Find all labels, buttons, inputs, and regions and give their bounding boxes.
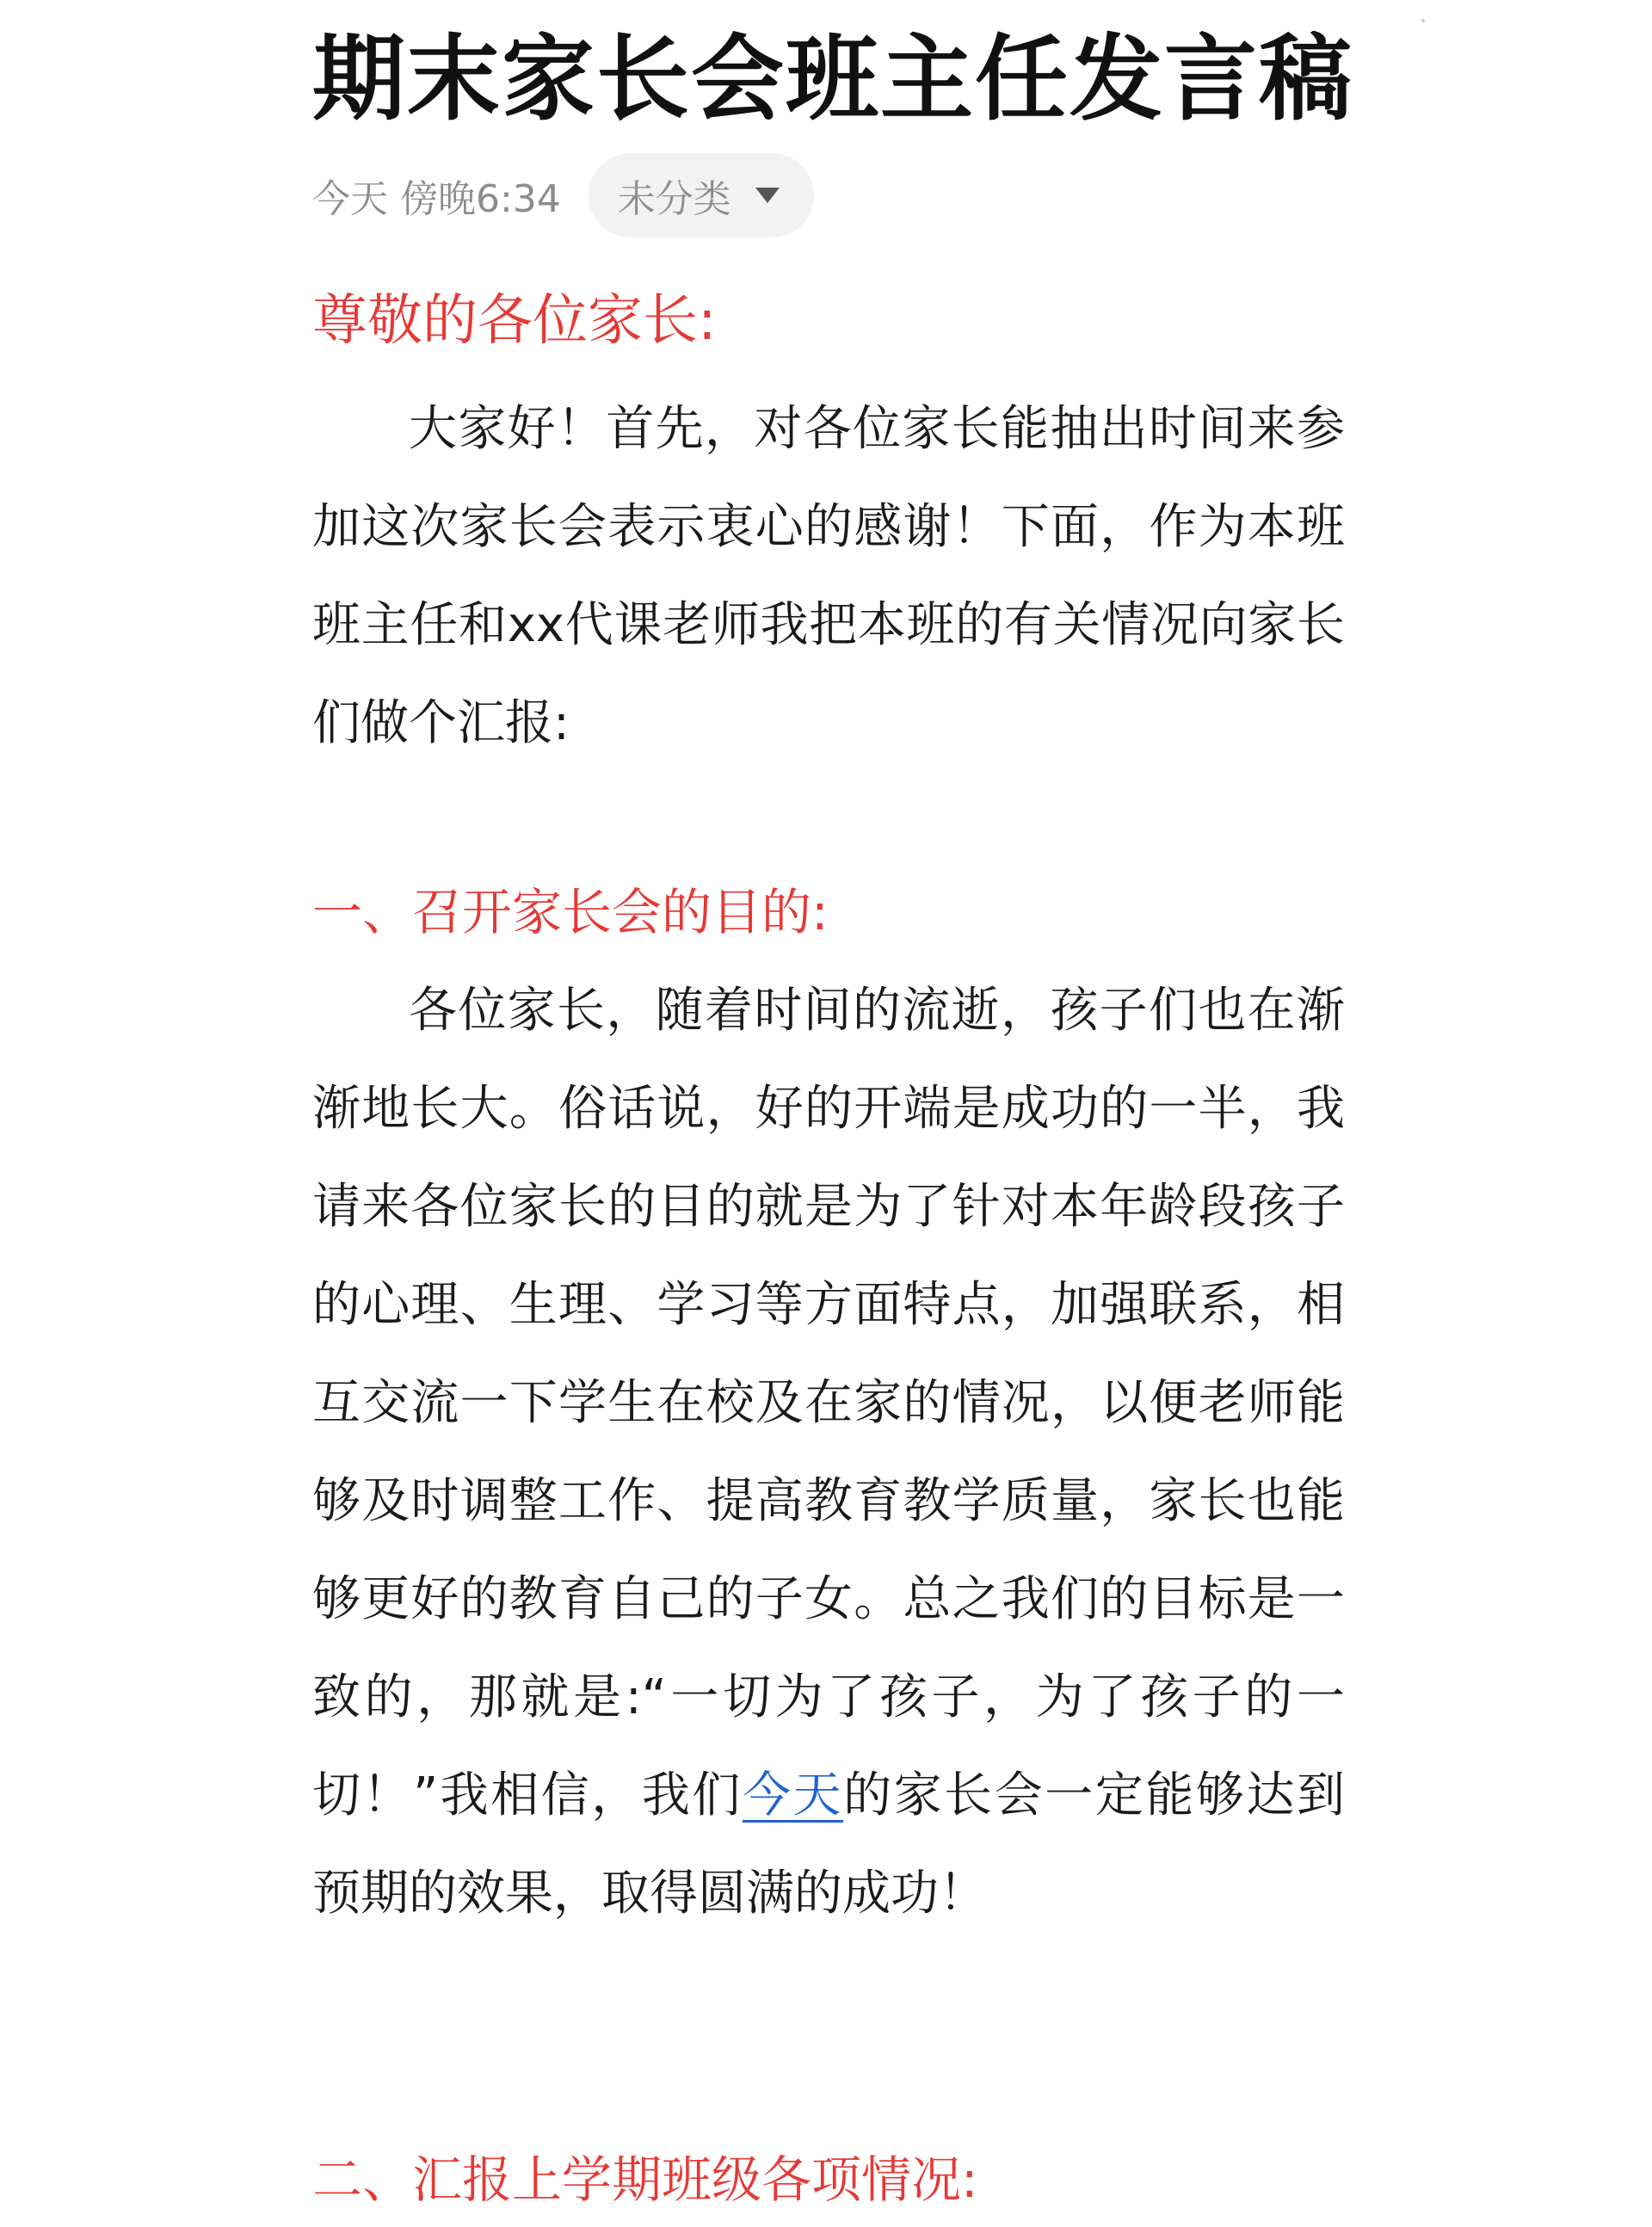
note-timestamp: 今天 傍晚6:34 [312,177,561,221]
note-title[interactable]: 期末家长会班主任发言稿 [312,26,1354,133]
chevron-down-icon [755,188,780,203]
category-label: 未分类 [617,177,731,221]
body-text-before-link: 各位家长，随着时间的流逝，孩子们也在渐渐地长大。俗话说，好的开端是成功的一半，我请来各位家长的目的就是为了针对本年龄段孩子的心理、生理、学习等方面特点，加强联系，相互交流一下学生在校及在家的情况，以便老师能够及时调整工作、提高教育教学质量，家长也能够更好的教育自己的子女。总之我们的目标是一致的，那就是:“一切为了孩子，为了孩子的一切！”我相信，我们 [312,983,1345,1823]
section-heading-purpose[interactable]: 一、召开家长会的目的: [312,883,829,941]
section-body-purpose[interactable] [312,962,1345,1943]
decorative-dot [1421,19,1425,22]
note-meta-row [312,153,814,238]
section-heading-report[interactable]: 二、汇报上学期班级各项情况: [312,2150,978,2209]
greeting-line[interactable]: 尊敬的各位家长: [312,289,717,353]
date-link[interactable]: 今天 [742,1767,844,1823]
body-text-after-link: 的家长会一定能够达到预期的效果，取得圆满的成功！ [312,1767,1346,1922]
intro-paragraph[interactable]: 大家好！首先，对各位家长能抽出时间来参加这次家长会表示衷心的感谢！下面，作为本班班主任和xx代课老师我把本班的有关情况向家长们做个汇报: [312,401,1345,751]
category-dropdown[interactable] [589,153,814,238]
